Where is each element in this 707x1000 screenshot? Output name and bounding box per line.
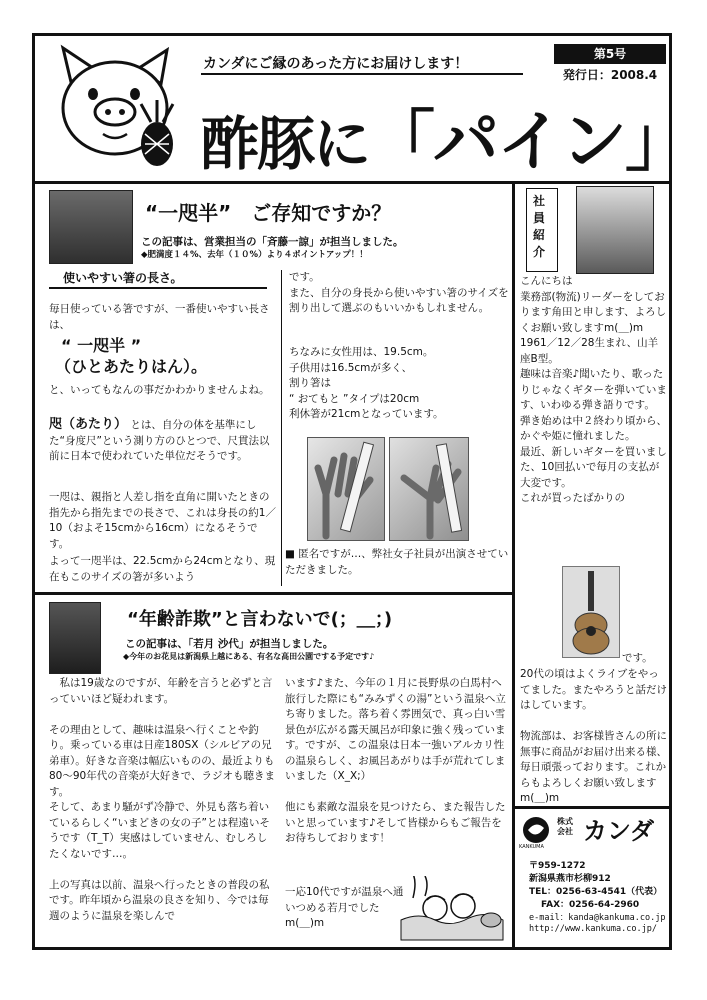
article2-title: “年齢詐欺”と言わないで(；＿；) xyxy=(127,609,393,630)
photo-caption: ■ 匿名ですが…、弊社女子社員が出演させていただきました。 xyxy=(285,548,509,576)
newsletter-title xyxy=(201,88,689,183)
article2-col2a: います♪また、今年の１月に長野県の白馬村へ旅行した際にも“みみずくの湯”という温泉へ立ち寄りました。落ち着く雰囲気で、真っ白い雪景色が広がる露天風呂が印象に強く残っています。ですが、この温泉は日本一強いアルカリ性の温泉らしく、お風呂あがりは手が荒れてしまいました（X_X;） 他にも素敵な温泉を見つけたら、また報告したいと思っています♪そして皆様からもご報告をお待ちしております！ xyxy=(285,677,506,844)
pig-mascot-icon xyxy=(49,42,179,174)
company-name: カンダ xyxy=(583,817,655,845)
article2-subline: ◆今年のお花見は新潟県上越にある、有名な高田公園でする予定です♪ xyxy=(123,652,375,661)
company-email[interactable]: e-mail：kanda@kankuma.co.jp xyxy=(529,913,666,923)
header-tagline: カンダにご縁のあった方にお届けします！ xyxy=(203,56,469,72)
article1-big1: “ 一咫半 ” xyxy=(61,336,142,355)
article1-col2-p1: です。 また、自分の身長から使いやすい箸のサイズを割り出して選ぶのもいいかもしれません。 xyxy=(289,271,509,314)
profile-text1: こんにちは 業務部(物流)リーダーをしております角田と申します、よろしくお願い致しますm(＿)m 1961／12／28生まれ、山羊座B型。 趣味は音楽♪聞いたり、歌ったりじゃなくギターを弾いています、いわゆる弾き語りです。 弾き始めは中２終わり頃から、かぐや姫に憧れました。 最近、新しいギターを買いました、10回払いで毎月の支払が大変です。 これが買ったばかりの xyxy=(520,275,667,504)
author-photo-wakatsuki xyxy=(49,602,101,674)
issue-date: 発行日：2008.4 xyxy=(562,68,658,82)
article1-title: “一咫半” ご存知ですか？ xyxy=(145,201,392,225)
hand-photo-2 xyxy=(389,437,469,541)
company-url[interactable]: http://www.kankuma.co.jp/ xyxy=(529,924,657,934)
article1-para3-body: とは、自分の体を基準にした“身度尺”という測り方のひとつで、尺貫法以前に日本で使われていた単位だそうです。 xyxy=(49,419,270,462)
article2-col2b: 一応10代ですが温泉へ通いつめる若月でしたm(＿)m xyxy=(285,886,404,929)
article2-byline: この記事は、「若月 沙代」が担当しました。 xyxy=(125,638,334,650)
company-tel: TEL：0256-63-4541（代表） xyxy=(529,887,663,897)
subtitle-underline xyxy=(49,287,267,289)
company-fax: FAX：0256-64-2960 xyxy=(541,900,640,910)
article1-para3 xyxy=(49,417,277,465)
company-logo-icon xyxy=(522,816,550,844)
company-divider xyxy=(515,806,669,809)
article1-big2: （ひとあたりはん）。 xyxy=(55,357,208,376)
profile-text2-tail: です。 xyxy=(622,652,653,664)
article1-subtitle: 使いやすい箸の長さ。 xyxy=(63,271,183,285)
guitar-photo xyxy=(562,566,620,658)
right-column-rule xyxy=(512,181,515,950)
article1-col2-p2: ちなみに女性用は、19.5cm。 子供用は16.5cmが多く、 割り箸は “ おてもと ”タイプは20cm 利休箸が21cmとなっています。 xyxy=(289,346,444,420)
article1-para5: よって一咫半は、22.5cmから24cmとなり、現在もこのサイズの箸が多いよう xyxy=(49,555,276,583)
article1-para1: 毎日使っている箸ですが、一番使いやすい長さは、 xyxy=(49,303,270,331)
article1-subline: ◆肥満度１４%、去年（１０%）より４ポイントアップ！！ xyxy=(141,250,368,260)
article1-para3-head: 咫（あたり） xyxy=(49,417,128,432)
profile-label: 社員紹介 xyxy=(533,194,546,259)
company-kana: 株式 会社 xyxy=(557,817,573,836)
article1-column-rule xyxy=(281,270,282,586)
profile-text3: 物流部は、お客様皆さんの所に無事に商品がお届け出来る様、毎日頑張っております。これからもよろしくお願い致しますm(＿)m xyxy=(520,730,667,804)
company-zip: 〒959-1272 xyxy=(529,861,586,871)
tagline-underline xyxy=(201,73,523,75)
article2-col1: 私は19歳なのですが、年齢を言うと必ずと言っていいほど疑われます。 その理由として、趣味は温泉へ行くことや釣り。乗っている車は日産180SX（シルビアの兄弟車）。好きな音楽は幅広いものの、最近よりも80～90年代の音楽が大好きで、ラジオも聴きます。 そして、あまり騒がず冷静で、外見も落ち着いているらしく“いまどきの女の子”とは程遠いそうです（T_T）実感はしていません、むしろしたくないです…。 上の写真は以前、温泉へ行ったときの普段の私です。昨年頃から温泉の良さを知り、今では毎週のように温泉を楽しんで xyxy=(49,677,276,922)
author-photo-saito xyxy=(49,190,133,264)
onsen-illustration xyxy=(399,876,505,942)
article1-para4: 一咫は、親指と人差し指を直角に開いたときの指先から指先までの長さで、これは身長の約1／10（およそ15cmから16cm）になるそうです。 xyxy=(49,491,276,550)
hand-photo-1 xyxy=(307,437,385,541)
header-divider xyxy=(35,181,669,184)
issue-number: 第5号 xyxy=(554,44,666,64)
company-logo-text: KANKUMA xyxy=(519,844,544,850)
title-quote: 「パイン」 xyxy=(369,103,690,180)
company-address: 新潟県燕市杉柳912 xyxy=(529,874,611,884)
article1-para2: と、いってもなんの事だかわかりませんよね。 xyxy=(49,384,270,396)
article2-divider xyxy=(35,592,513,595)
article1-byline: この記事は、営業担当の「斉藤一諒」が担当しました。 xyxy=(141,236,404,248)
staff-photo-tsunoda xyxy=(576,186,654,274)
title-main: 酢豚に xyxy=(201,110,370,178)
newsletter-page xyxy=(32,33,690,950)
profile-text2: 20代の頃はよくライブをやってました。またやろうと話だけはしています。 xyxy=(520,668,667,711)
